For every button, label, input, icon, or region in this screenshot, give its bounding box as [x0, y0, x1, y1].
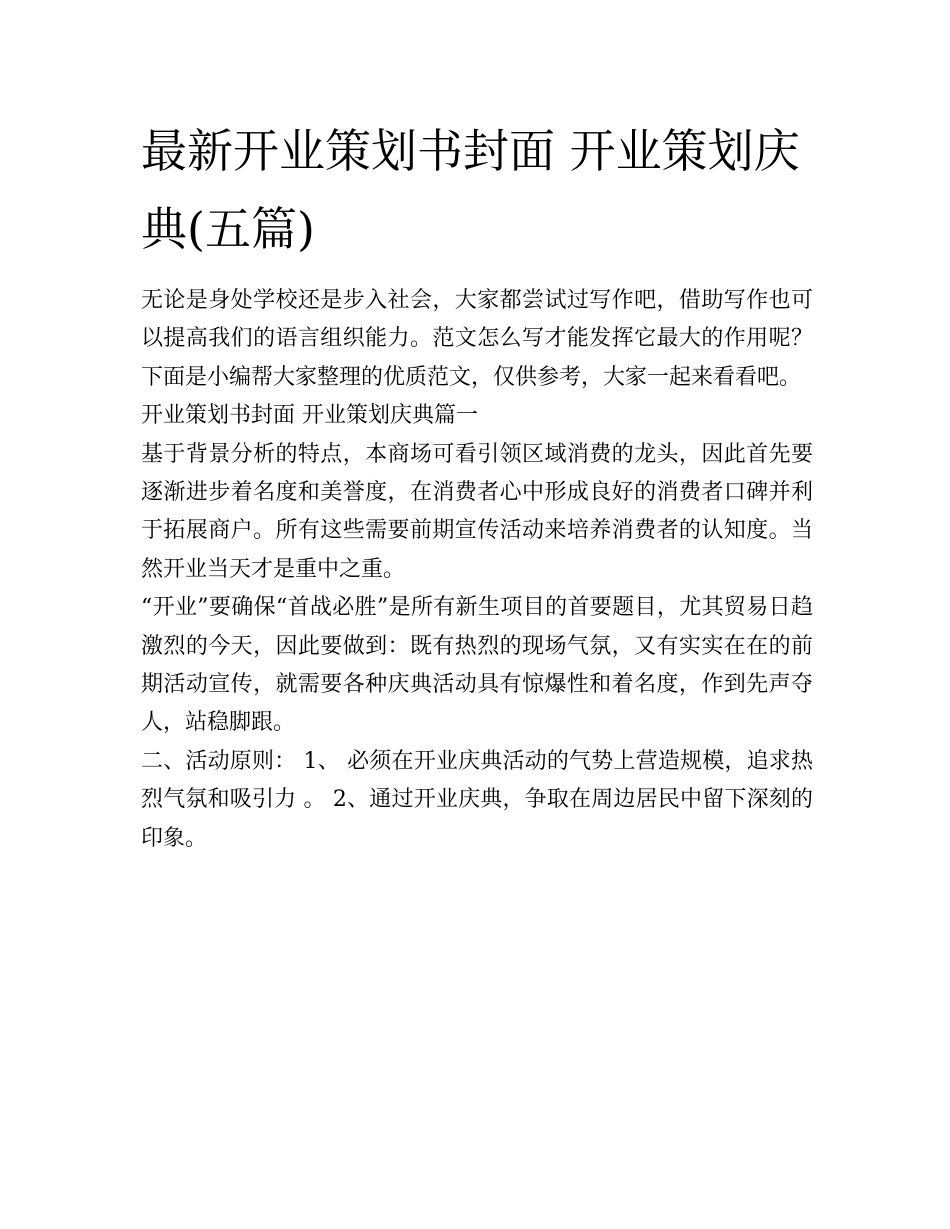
document-page: [141, 112, 813, 858]
paragraph-principles: 二、活动原则： 1、 必须在开业庆典活动的气势上营造规模，追求热烈气氛和吸引力 。 2、通过开业庆典，争取在周边居民中留下深刻的印象。: [141, 748, 813, 851]
paragraph-background: 基于背景分析的特点，本商场可看引领区域消费的龙头，因此首先要逐渐进步着名度和美誉度，在消费者心中形成良好的消费者口碑并利于拓展商户。所有这些需要前期宣传活动来培养消费者的认知度。当然开业当天才是重中之重。: [141, 441, 813, 582]
document-title: 最新开业策划书封面 开业策划庆典(五篇): [141, 124, 800, 256]
paragraph-opening: “开业”要确保“首战必胜”是所有新生项目的首要题目，尤其贸易日趋激烈的今天，因此要做到：既有热烈的现场气氛，又有实实在在的前期活动宣传，就需要各种庆典活动具有惊爆性和着名度，作到先声夺人，站稳脚跟。: [141, 595, 813, 736]
section-heading: 开业策划书封面 开业策划庆典篇一: [141, 403, 478, 429]
paragraph-intro: 无论是身处学校还是步入社会，大家都尝试过写作吧，借助写作也可以提高我们的语言组织能力。范文怎么写才能发挥它最大的作用呢？下面是小编帮大家整理的优质范文，仅供参考，大家一起来看看吧。: [141, 288, 813, 390]
title-spacer: [141, 268, 813, 282]
